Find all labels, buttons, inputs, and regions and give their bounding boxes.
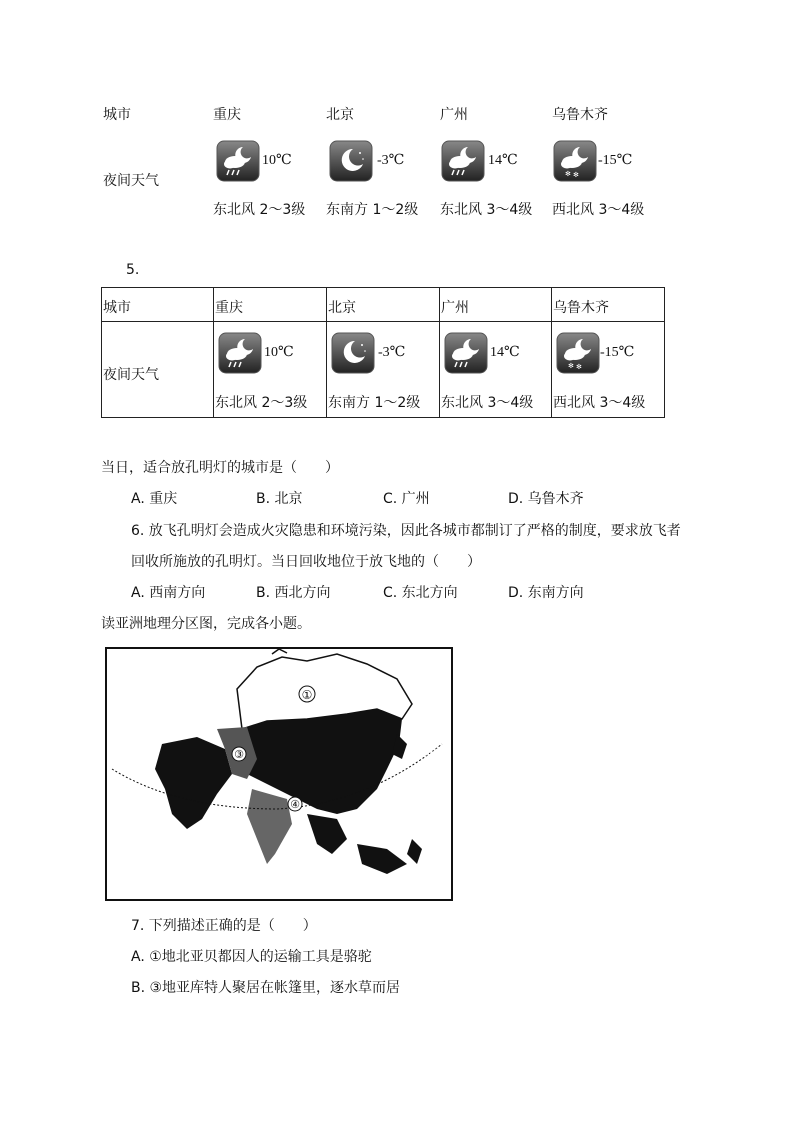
cloud-rain-night-icon (441, 140, 485, 182)
svg-text:✻: ✻ (565, 170, 571, 178)
question-6-stem-line1: 6. 放飞孔明灯会造成火灾隐患和环境污染，因此各城市都制订了严格的制度，要求放飞者 (131, 523, 681, 539)
table-cell (102, 288, 214, 322)
table-cell (440, 288, 552, 322)
q5-option-a[interactable]: A. 重庆 (131, 491, 178, 507)
temperature: -15℃ (598, 153, 633, 168)
clear-night-moon-icon (329, 140, 373, 182)
tropic-label: 北回归线 (409, 745, 439, 763)
city-name: 北京 (326, 107, 354, 123)
clear-night-moon-icon (331, 332, 375, 374)
city-name: 重庆 (213, 107, 241, 123)
svg-text:✻: ✻ (568, 362, 574, 370)
city-header-label: 城市 (103, 107, 131, 123)
question-7-stem: 7. 下列描述正确的是（ ） (131, 918, 317, 934)
city-header-label: 城市 (103, 300, 131, 316)
wind-level: 西北风 3～4级 (553, 395, 646, 411)
wind-level: 西北风 3～4级 (552, 202, 645, 218)
question-5-stem: 当日，适合放孔明灯的城市是（ ） (101, 460, 339, 476)
weather-table (101, 287, 665, 418)
q7-option-a[interactable]: A. ①地北亚贝都因人的运输工具是骆驼 (131, 949, 372, 965)
asia-region-map (105, 647, 453, 901)
q6-option-c[interactable]: C. 东北方向 (383, 585, 458, 601)
q6-option-d[interactable]: D. 东南方向 (508, 585, 584, 601)
map-label-4: ④ (290, 798, 300, 811)
table-cell (440, 322, 552, 418)
asia-map-drawing (107, 649, 451, 899)
temperature: 14℃ (490, 345, 520, 360)
temperature: 10℃ (262, 153, 292, 168)
table-cell (327, 322, 440, 418)
temperature: -3℃ (378, 345, 406, 360)
question-6-stem-line2: 回收所施放的孔明灯。当日回收地位于放飞地的（ ） (131, 554, 481, 570)
city-name: 北京 (328, 300, 356, 316)
temperature: -3℃ (377, 153, 405, 168)
wind-level: 东南方 1～2级 (328, 395, 421, 411)
table-cell (214, 322, 327, 418)
map-label-3: ③ (234, 748, 244, 761)
map-intro-text: 读亚洲地理分区图，完成各小题。 (101, 616, 311, 632)
cloud-rain-night-icon (444, 332, 488, 374)
wind-level: 东北风 2～3级 (213, 202, 306, 218)
wind-level: 东北风 3～4级 (441, 395, 534, 411)
q5-option-d[interactable]: D. 乌鲁木齐 (508, 491, 584, 507)
svg-text:✻: ✻ (576, 363, 582, 371)
q5-option-c[interactable]: C. 广州 (383, 491, 430, 507)
temperature: 14℃ (488, 153, 518, 168)
wind-level: 东南方 1～2级 (326, 202, 419, 218)
night-weather-label: 夜间天气 (103, 367, 159, 383)
q6-option-b[interactable]: B. 西北方向 (256, 585, 331, 601)
wind-level: 东北风 2～3级 (215, 395, 308, 411)
city-name: 乌鲁木齐 (553, 300, 609, 316)
map-label-1: ① (301, 688, 313, 702)
table-cell (102, 322, 214, 418)
cloud-rain-night-icon (216, 140, 260, 182)
table-cell (327, 288, 440, 322)
city-name: 广州 (441, 300, 469, 316)
cloud-rain-night-icon (218, 332, 262, 374)
temperature: -15℃ (600, 345, 635, 360)
city-name: 重庆 (215, 300, 243, 316)
city-name: 乌鲁木齐 (552, 107, 608, 123)
svg-text:✻: ✻ (573, 171, 579, 179)
table-cell (214, 288, 327, 322)
question-5-number: 5. (126, 262, 140, 278)
temperature: 10℃ (264, 345, 294, 360)
q7-option-b[interactable]: B. ③地亚库特人聚居在帐篷里，逐水草而居 (131, 980, 401, 996)
city-name: 广州 (440, 107, 468, 123)
q5-option-b[interactable]: B. 北京 (256, 491, 303, 507)
cloud-snow-night-icon (553, 140, 597, 182)
q6-option-a[interactable]: A. 西南方向 (131, 585, 206, 601)
table-cell (552, 288, 665, 322)
wind-level: 东北风 3～4级 (440, 202, 533, 218)
table-cell (552, 322, 665, 418)
night-weather-label: 夜间天气 (103, 173, 159, 189)
cloud-snow-night-icon (556, 332, 600, 374)
